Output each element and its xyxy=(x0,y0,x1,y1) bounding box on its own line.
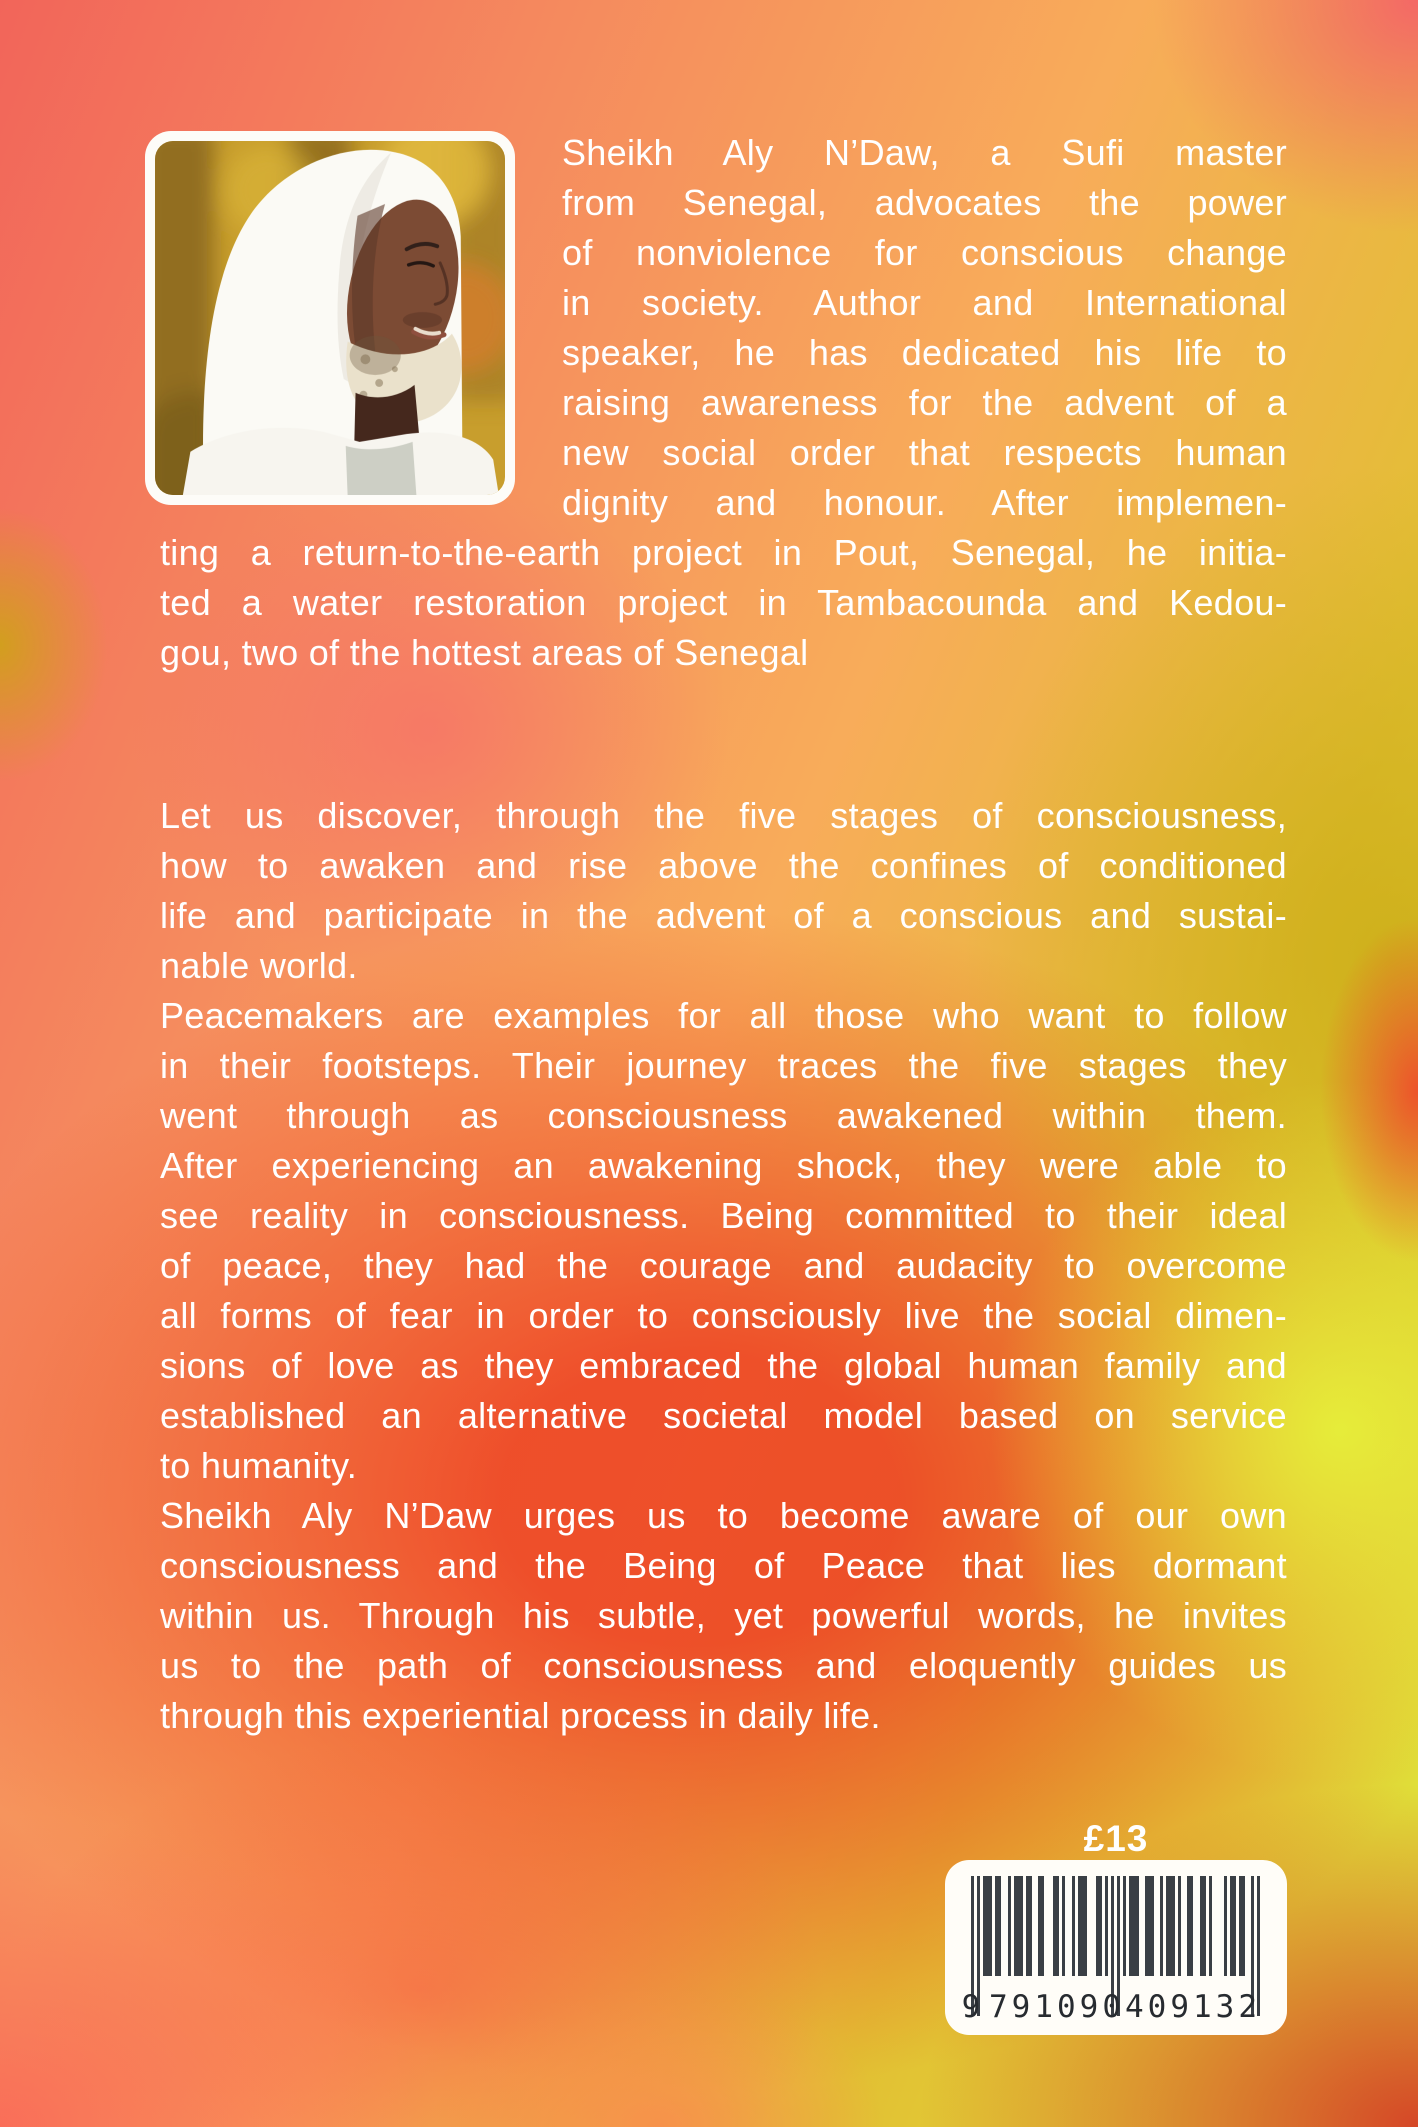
text-line: went through as consciousness awakened within them. xyxy=(160,1095,1287,1136)
text-line: from Senegal, advocates the power xyxy=(562,182,1287,223)
text-line: Let us discover, through the five stages of consciousness, xyxy=(160,795,1287,836)
text-line: ting a return-to-the-earth project in Pout, Senegal, he initia- xyxy=(160,532,1287,573)
text-line: us to the path of consciousness and eloquently guides us xyxy=(160,1645,1287,1686)
text-line: to humanity. xyxy=(160,1445,358,1486)
text-line: all forms of fear in order to consciously live the social dimen- xyxy=(160,1295,1287,1336)
text-line: nable world. xyxy=(160,945,358,986)
text-line: After experiencing an awakening shock, they were able to xyxy=(160,1145,1287,1186)
book-blurb xyxy=(160,791,1287,1741)
barcode-right-group: 409132 xyxy=(1125,1989,1261,2025)
text-line: of nonviolence for conscious change xyxy=(562,232,1287,273)
text-line: ted a water restoration project in Tambacounda and Kedou- xyxy=(160,582,1287,623)
text-line: of peace, they had the courage and audacity to overcome xyxy=(160,1245,1287,1286)
text-line: established an alternative societal model based on service xyxy=(160,1395,1287,1436)
text-line: Sheikh Aly N’Daw, a Sufi master xyxy=(562,132,1287,173)
author-photo xyxy=(155,141,505,495)
barcode-digits xyxy=(953,1989,1261,2025)
text-line: gou, two of the hottest areas of Senegal xyxy=(160,632,809,673)
text-line: through this experiential process in daily life. xyxy=(160,1695,881,1736)
text-line: dignity and honour. After implemen- xyxy=(562,482,1287,523)
text-line: how to awaken and rise above the confines of conditioned xyxy=(160,845,1287,886)
text-line: life and participate in the advent of a conscious and sustai- xyxy=(160,895,1287,936)
barcode xyxy=(945,1860,1287,2035)
price-label: £13 xyxy=(1083,1818,1149,1859)
text-line: in their footsteps. Their journey traces the five stages they xyxy=(160,1045,1287,1086)
text-line: Peacemakers are examples for all those who want to follow xyxy=(160,995,1287,1036)
text-line: speaker, he has dedicated his life to xyxy=(562,332,1287,373)
text-line: see reality in consciousness. Being committed to their ideal xyxy=(160,1195,1287,1236)
text-line: raising awareness for the advent of a xyxy=(562,382,1287,423)
barcode-left-group: 791090 xyxy=(989,1989,1125,2025)
author-photo-frame xyxy=(145,131,515,505)
barcode-system-digit: 9 xyxy=(961,1989,981,2025)
author-bio-full-width xyxy=(160,528,1287,678)
text-line: within us. Through his subtle, yet powerful words, he invites xyxy=(160,1595,1287,1636)
text-line: in society. Author and International xyxy=(562,282,1287,323)
text-line: sions of love as they embraced the global human family and xyxy=(160,1345,1287,1386)
text-line: Sheikh Aly N’Daw urges us to become aware of our own xyxy=(160,1495,1287,1536)
author-bio-column xyxy=(562,128,1287,528)
author-portrait-illustration xyxy=(155,141,505,495)
text-line: new social order that respects human xyxy=(562,432,1287,473)
text-line: consciousness and the Being of Peace that lies dormant xyxy=(160,1545,1287,1586)
